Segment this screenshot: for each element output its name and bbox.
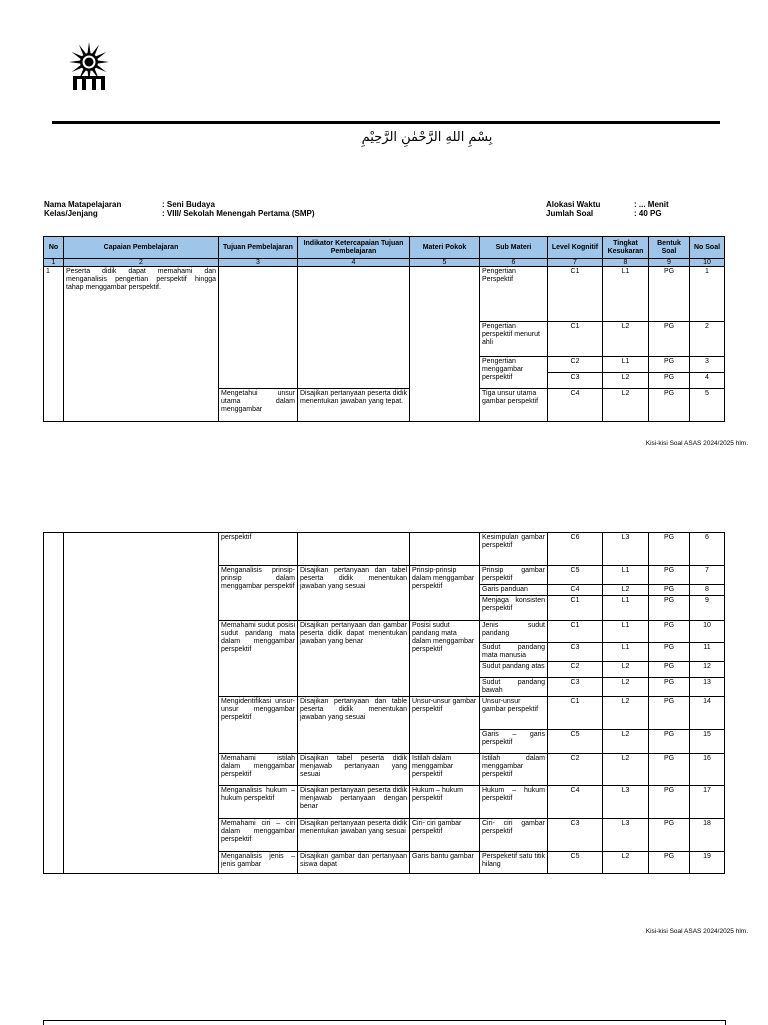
- school-logo: [62, 40, 116, 94]
- cell-nosoal: 14: [690, 697, 725, 730]
- cell-tingkat: L2: [603, 678, 649, 697]
- col-number: 3: [219, 259, 298, 267]
- cell-indikator: Disajikan pertanyaan peserta didik menentukan jawaban yang tepat.: [298, 389, 410, 422]
- cell-indikator: Disajikan tabel peserta didik menjawab pertanyaan yang sesuai: [298, 754, 410, 786]
- cell-bentuk: PG: [649, 786, 690, 819]
- cell-tingkat: L2: [603, 730, 649, 754]
- cell-nosoal: 18: [690, 819, 725, 852]
- meta-row-time: [546, 200, 669, 209]
- table-row: [44, 533, 725, 566]
- cell-tp: Menganalisis jenis – jenis gambar: [219, 852, 298, 874]
- cell-indikator: Disajikan pertanyaan peserta didik menjawab pertanyaan dengan benar: [298, 786, 410, 819]
- cell-level: C5: [548, 852, 603, 874]
- cell-nosoal: 16: [690, 754, 725, 786]
- cell-level: C4: [548, 585, 603, 596]
- cell-level: C1: [548, 697, 603, 730]
- cell-bentuk: PG: [649, 585, 690, 596]
- header-tp: Tujuan Pembelajaran: [219, 237, 298, 259]
- cell-nosoal: 15: [690, 730, 725, 754]
- cell-bentuk: PG: [649, 678, 690, 697]
- cell-materi: Hukum – hukum perspektif: [410, 786, 480, 819]
- cell-tingkat: L2: [603, 389, 649, 422]
- kisi-kisi-table-page1: [43, 236, 725, 422]
- cell-level: C4: [548, 786, 603, 819]
- svg-text:بِسْمِ اللهِ الرَّحْمٰنِ الرَّ: بِسْمِ اللهِ الرَّحْمٰنِ الرَّحِيْمِ: [361, 130, 493, 145]
- cell-level: C5: [548, 566, 603, 585]
- meta-label: Kelas/Jenjang: [44, 209, 98, 218]
- meta-row-subject: [44, 200, 314, 209]
- cell-materi: Istilah dalam menggambar perspektif: [410, 754, 480, 786]
- cell-bentuk: PG: [649, 322, 690, 357]
- meta-value: : Seni Budaya: [162, 200, 215, 209]
- cell-tp: Mengetahui unsur utama dalam menggambar: [219, 389, 298, 422]
- cell-indikator: Disajikan pertanyaan dan gambar peserta didik dapat menentukan jawaban yang benar: [298, 621, 410, 697]
- cell-tp: Menganalisis hukum – hukum perspektif: [219, 786, 298, 819]
- cell-nosoal: 4: [690, 373, 725, 389]
- cell-tingkat: L3: [603, 819, 649, 852]
- cell-tingkat: L2: [603, 373, 649, 389]
- cell-nosoal: 1: [690, 267, 725, 322]
- meta-label: Nama Matapelajaran: [44, 200, 122, 209]
- cell-cp: Peserta didik dapat memahami dan menganalisis pengertian perspektif hingga tahap menggambar perspektif.: [64, 267, 219, 422]
- cell-bentuk: PG: [649, 697, 690, 730]
- cell-materi: Posisi sudut pandang mata dalam menggambar perspektif: [410, 621, 480, 697]
- cell-materi: Unsur-unsur gambar perspektif: [410, 697, 480, 754]
- cell-sub: Sudut pandang mata manusia: [480, 643, 548, 662]
- cell-indikator: [298, 267, 410, 389]
- cell-tingkat: L1: [603, 566, 649, 585]
- cell-level: C4: [548, 389, 603, 422]
- meta-row-class: [44, 209, 314, 218]
- cell-bentuk: PG: [649, 754, 690, 786]
- col-number: 8: [603, 259, 649, 267]
- cell-sub: Istilah dalam menggambar perspektif: [480, 754, 548, 786]
- table-row: [44, 267, 725, 322]
- cell-tingkat: L2: [603, 697, 649, 730]
- cell-sub: Kesimpulan gambar perspektif: [480, 533, 548, 566]
- cell-level: C6: [548, 533, 603, 566]
- cell-tingkat: L1: [603, 267, 649, 322]
- cell-tingkat: L2: [603, 754, 649, 786]
- meta-value: : 40 PG: [634, 209, 662, 218]
- cell-bentuk: PG: [649, 389, 690, 422]
- cell-bentuk: PG: [649, 596, 690, 621]
- cell-bentuk: PG: [649, 852, 690, 874]
- cell-tingkat: L1: [603, 596, 649, 621]
- cell-bentuk: PG: [649, 621, 690, 643]
- header-rule: [52, 121, 720, 124]
- cell-tp: perspektif: [219, 533, 298, 566]
- cell-sub: Pengertian menggambar perspektif: [480, 357, 548, 389]
- cell-bentuk: PG: [649, 566, 690, 585]
- col-number: 1: [44, 259, 64, 267]
- header-nosoal: No Soal: [690, 237, 725, 259]
- cell-nosoal: 2: [690, 322, 725, 357]
- cell-indikator: Disajikan pertanyaan dan table peserta didik menentukan jawaban yang sesuai: [298, 697, 410, 754]
- header-submateri: Sub Materi: [480, 237, 548, 259]
- cell-sub: Jenis sudut pandang: [480, 621, 548, 643]
- cell-tingkat: L2: [603, 662, 649, 678]
- col-number: 2: [64, 259, 219, 267]
- number-row: [44, 259, 725, 267]
- meta-label: Alokasi Waktu: [546, 200, 601, 209]
- cell-bentuk: PG: [649, 730, 690, 754]
- cell-indikator: Disajikan gambar dan pertanyaan siswa dapat: [298, 852, 410, 874]
- cell-sub: Unsur-unsur gambar perspektif: [480, 697, 548, 730]
- cell-tingkat: L3: [603, 533, 649, 566]
- cell-nosoal: 9: [690, 596, 725, 621]
- cell-bentuk: PG: [649, 357, 690, 373]
- cell-bentuk: PG: [649, 533, 690, 566]
- cell-materi: Ciri- ciri gambar perspektif: [410, 819, 480, 852]
- meta-value: : VIII/ Sekolah Menengah Pertama (SMP): [162, 209, 315, 218]
- cell-no: [44, 533, 64, 874]
- cell-bentuk: PG: [649, 662, 690, 678]
- cell-nosoal: 10: [690, 621, 725, 643]
- meta-label: Jumlah Soal: [546, 209, 594, 218]
- cell-level: C2: [548, 754, 603, 786]
- cell-nosoal: 19: [690, 852, 725, 874]
- cell-sub: Tiga unsur utama gambar perspektif: [480, 389, 548, 422]
- cell-nosoal: 8: [690, 585, 725, 596]
- page-footer: Kisi-kisi Soal ASAS 2024/2025 hlm.: [645, 928, 748, 935]
- cell-tingkat: L1: [603, 621, 649, 643]
- cell-nosoal: 12: [690, 662, 725, 678]
- cell-nosoal: 11: [690, 643, 725, 662]
- cell-sub: Ciri- ciri gambar perspektif: [480, 819, 548, 852]
- cell-indikator: [298, 533, 410, 566]
- cell-sub: Garis – garis perspektif: [480, 730, 548, 754]
- cell-level: C1: [548, 621, 603, 643]
- cell-tingkat: L2: [603, 322, 649, 357]
- cell-sub: Prinsip gambar perspektif: [480, 566, 548, 585]
- cell-level: C2: [548, 357, 603, 373]
- cell-nosoal: 6: [690, 533, 725, 566]
- next-page-table-edge: [43, 1020, 726, 1025]
- cell-nosoal: 5: [690, 389, 725, 422]
- meta-row-count: [546, 209, 669, 218]
- cell-bentuk: PG: [649, 643, 690, 662]
- meta-right: [546, 200, 669, 218]
- cell-indikator: Disajikan pertanyaan peserta didik menentukan jawaban yang sesuai: [298, 819, 410, 852]
- cell-sub: Sudut pandang bawah: [480, 678, 548, 697]
- meta-left: [44, 200, 314, 218]
- cell-bentuk: PG: [649, 819, 690, 852]
- cell-tingkat: L3: [603, 786, 649, 819]
- col-number: 9: [649, 259, 690, 267]
- cell-level: C1: [548, 322, 603, 357]
- header-materi: Materi Pokok: [410, 237, 480, 259]
- cell-sub: Pengertian perspektif menurut ahli: [480, 322, 548, 357]
- cell-tingkat: L1: [603, 357, 649, 373]
- cell-level: C1: [548, 596, 603, 621]
- cell-level: C5: [548, 730, 603, 754]
- col-number: 6: [480, 259, 548, 267]
- cell-nosoal: 17: [690, 786, 725, 819]
- col-number: 4: [298, 259, 410, 267]
- cell-materi: [410, 267, 480, 422]
- cell-sub: Sudut pandang atas: [480, 662, 548, 678]
- col-number: 5: [410, 259, 480, 267]
- cell-materi: Prinsip-prinsip dalam menggambar perspektif: [410, 566, 480, 621]
- header-row: [44, 237, 725, 259]
- meta-value: : ... Menit: [634, 200, 669, 209]
- cell-sub: Perspeketif satu titik hilang: [480, 852, 548, 874]
- cell-sub: Pengertian Perspektif: [480, 267, 548, 322]
- cell-materi: Garis bantu gambar: [410, 852, 480, 874]
- header-indikator: Indikator Ketercapaian Tujuan Pembelajaran: [298, 237, 410, 259]
- cell-materi: [410, 533, 480, 566]
- kisi-kisi-table-page2: [43, 532, 725, 874]
- cell-level: C3: [548, 373, 603, 389]
- col-number: 10: [690, 259, 725, 267]
- header-cp: Capaian Pembelajaran: [64, 237, 219, 259]
- cell-nosoal: 7: [690, 566, 725, 585]
- cell-tp: Memahami istilah dalam menggambar perspektif: [219, 754, 298, 786]
- cell-tingkat: L2: [603, 852, 649, 874]
- cell-tp: [219, 267, 298, 389]
- header-level: Level Kognitif: [548, 237, 603, 259]
- cell-level: C3: [548, 643, 603, 662]
- bismillah-calligraphy: [360, 126, 494, 148]
- cell-bentuk: PG: [649, 373, 690, 389]
- cell-cp: [64, 533, 219, 874]
- header-tingkat: Tingkat Kesukaran: [603, 237, 649, 259]
- cell-tp: Memahami ciri – ciri dalam menggambar perspektif: [219, 819, 298, 852]
- cell-sub: Garis panduan: [480, 585, 548, 596]
- cell-tp: Memahami sudut posisi sudut pandang mata dalam menggambar perspektif: [219, 621, 298, 697]
- cell-tingkat: L2: [603, 585, 649, 596]
- cell-bentuk: PG: [649, 267, 690, 322]
- cell-level: C3: [548, 678, 603, 697]
- cell-level: C2: [548, 662, 603, 678]
- cell-nosoal: 3: [690, 357, 725, 373]
- cell-sub: Menjaga konsisten perspektif: [480, 596, 548, 621]
- cell-level: C1: [548, 267, 603, 322]
- cell-sub: Hukum – hukum perspektif: [480, 786, 548, 819]
- page-footer: Kisi-kisi Soal ASAS 2024/2025 hlm.: [645, 440, 748, 447]
- cell-tingkat: L1: [603, 643, 649, 662]
- cell-level: C3: [548, 819, 603, 852]
- cell-tp: Menganalisis prinsip-prinsip dalam menggambar perspektif: [219, 566, 298, 621]
- cell-no: 1: [44, 267, 64, 422]
- header-no: No: [44, 237, 64, 259]
- col-number: 7: [548, 259, 603, 267]
- header-bentuk: Bentuk Soal: [649, 237, 690, 259]
- cell-indikator: Disajikan pertanyaan dan tabel peserta didik menentukan jawaban yang sesuai: [298, 566, 410, 621]
- cell-nosoal: 13: [690, 678, 725, 697]
- cell-tp: Mengidentifikasi unsur-unsur menggambar perspektif: [219, 697, 298, 754]
